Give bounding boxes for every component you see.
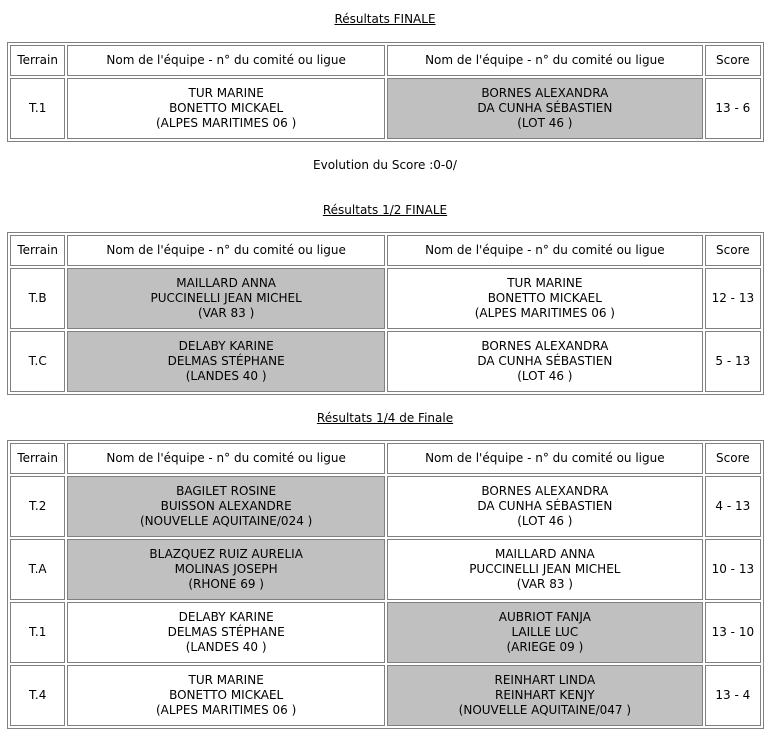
committee: (LANDES 40 )	[185, 640, 267, 654]
table-header	[10, 45, 761, 76]
player-name: MAILLARD ANNA	[176, 276, 277, 290]
player-name: DELMAS STÉPHANE	[167, 625, 285, 639]
header-score: Score	[705, 45, 761, 76]
header-terrain: Terrain	[10, 235, 65, 266]
quart-table	[7, 440, 764, 729]
player-name: DA CUNHA SÉBASTIEN	[477, 101, 613, 115]
player-name: DELABY KARINE	[178, 610, 274, 624]
demi-table	[7, 232, 764, 395]
committee: (VAR 83 )	[516, 577, 573, 591]
terrain-cell: T.2	[10, 476, 65, 537]
table-row	[10, 476, 761, 537]
team1-cell	[67, 539, 385, 600]
team1-cell	[67, 78, 385, 139]
player-name: TUR MARINE	[188, 673, 264, 687]
player-name: PUCCINELLI JEAN MICHEL	[469, 562, 621, 576]
terrain-cell: T.A	[10, 539, 65, 600]
header-score: Score	[705, 235, 761, 266]
committee: (ALPES MARITIMES 06 )	[474, 306, 615, 320]
score-cell: 13 - 4	[705, 665, 761, 726]
team2-cell	[387, 78, 703, 139]
team1-cell	[67, 602, 385, 663]
score-evolution: Evolution du Score :0-0/	[313, 158, 457, 172]
score-cell: 12 - 13	[705, 268, 761, 329]
player-name: BORNES ALEXANDRA	[481, 86, 609, 100]
table-row	[10, 268, 761, 329]
player-name: AUBRIOT FANJA	[498, 610, 591, 624]
team2-cell	[387, 331, 703, 392]
score-cell: 4 - 13	[705, 476, 761, 537]
header-terrain: Terrain	[10, 443, 65, 474]
player-name: BLAZQUEZ RUIZ AURELIA	[149, 547, 303, 561]
committee: (NOUVELLE AQUITAINE/047 )	[458, 703, 632, 717]
player-name: REINHART KENJY	[495, 688, 595, 702]
header-team2: Nom de l'équipe - n° du comité ou ligue	[387, 45, 703, 76]
table-header	[10, 443, 761, 474]
committee: (RHONE 69 )	[188, 577, 264, 591]
player-name: MAILLARD ANNA	[494, 547, 595, 561]
terrain-cell: T.1	[10, 602, 65, 663]
player-name: PUCCINELLI JEAN MICHEL	[150, 291, 302, 305]
terrain-cell: T.4	[10, 665, 65, 726]
player-name: REINHART LINDA	[494, 673, 596, 687]
committee: (LANDES 40 )	[185, 369, 267, 383]
team1-cell	[67, 331, 385, 392]
header-score: Score	[705, 443, 761, 474]
team1-cell	[67, 268, 385, 329]
player-name: TUR MARINE	[507, 276, 583, 290]
terrain-cell: T.1	[10, 78, 65, 139]
table-row	[10, 665, 761, 726]
player-name: LAILLE LUC	[511, 625, 579, 639]
finale-title: Résultats FINALE	[334, 12, 436, 26]
team2-cell	[387, 268, 703, 329]
player-name: DELMAS STÉPHANE	[167, 354, 285, 368]
committee: (ALPES MARITIMES 06 )	[156, 703, 297, 717]
header-terrain: Terrain	[10, 45, 65, 76]
demi-title: Résultats 1/2 FINALE	[322, 203, 448, 217]
team1-cell	[67, 476, 385, 537]
table-row	[10, 602, 761, 663]
player-name: BONETTO MICKAEL	[487, 291, 602, 305]
player-name: BONETTO MICKAEL	[169, 101, 284, 115]
team2-cell	[387, 539, 703, 600]
committee: (VAR 83 )	[198, 306, 255, 320]
score-cell: 13 - 6	[705, 78, 761, 139]
score-cell: 5 - 13	[705, 331, 761, 392]
team2-cell	[387, 665, 703, 726]
header-team2: Nom de l'équipe - n° du comité ou ligue	[387, 235, 703, 266]
header-team1: Nom de l'équipe - n° du comité ou ligue	[67, 45, 385, 76]
table-header	[10, 235, 761, 266]
table-row	[10, 539, 761, 600]
header-team1: Nom de l'équipe - n° du comité ou ligue	[67, 235, 385, 266]
terrain-cell: T.B	[10, 268, 65, 329]
committee: (ALPES MARITIMES 06 )	[156, 116, 297, 130]
header-team1: Nom de l'équipe - n° du comité ou ligue	[67, 443, 385, 474]
quart-title: Résultats 1/4 de Finale	[316, 411, 454, 425]
committee: (NOUVELLE AQUITAINE/024 )	[139, 514, 313, 528]
committee: (LOT 46 )	[517, 116, 573, 130]
header-team2: Nom de l'équipe - n° du comité ou ligue	[387, 443, 703, 474]
score-cell: 13 - 10	[705, 602, 761, 663]
team2-cell	[387, 602, 703, 663]
player-name: BORNES ALEXANDRA	[481, 339, 609, 353]
table-row	[10, 331, 761, 392]
player-name: BUISSON ALEXANDRE	[160, 499, 292, 513]
player-name: DA CUNHA SÉBASTIEN	[477, 499, 613, 513]
player-name: BONETTO MICKAEL	[169, 688, 284, 702]
player-name: DELABY KARINE	[178, 339, 274, 353]
score-cell: 10 - 13	[705, 539, 761, 600]
player-name: TUR MARINE	[188, 86, 264, 100]
player-name: DA CUNHA SÉBASTIEN	[477, 354, 613, 368]
committee: (LOT 46 )	[517, 514, 573, 528]
terrain-cell: T.C	[10, 331, 65, 392]
player-name: BAGILET ROSINE	[176, 484, 277, 498]
table-row	[10, 78, 761, 139]
committee: (LOT 46 )	[517, 369, 573, 383]
finale-table	[7, 42, 764, 142]
committee: (ARIEGE 09 )	[506, 640, 584, 654]
team1-cell	[67, 665, 385, 726]
team2-cell	[387, 476, 703, 537]
player-name: BORNES ALEXANDRA	[481, 484, 609, 498]
player-name: MOLINAS JOSEPH	[174, 562, 278, 576]
